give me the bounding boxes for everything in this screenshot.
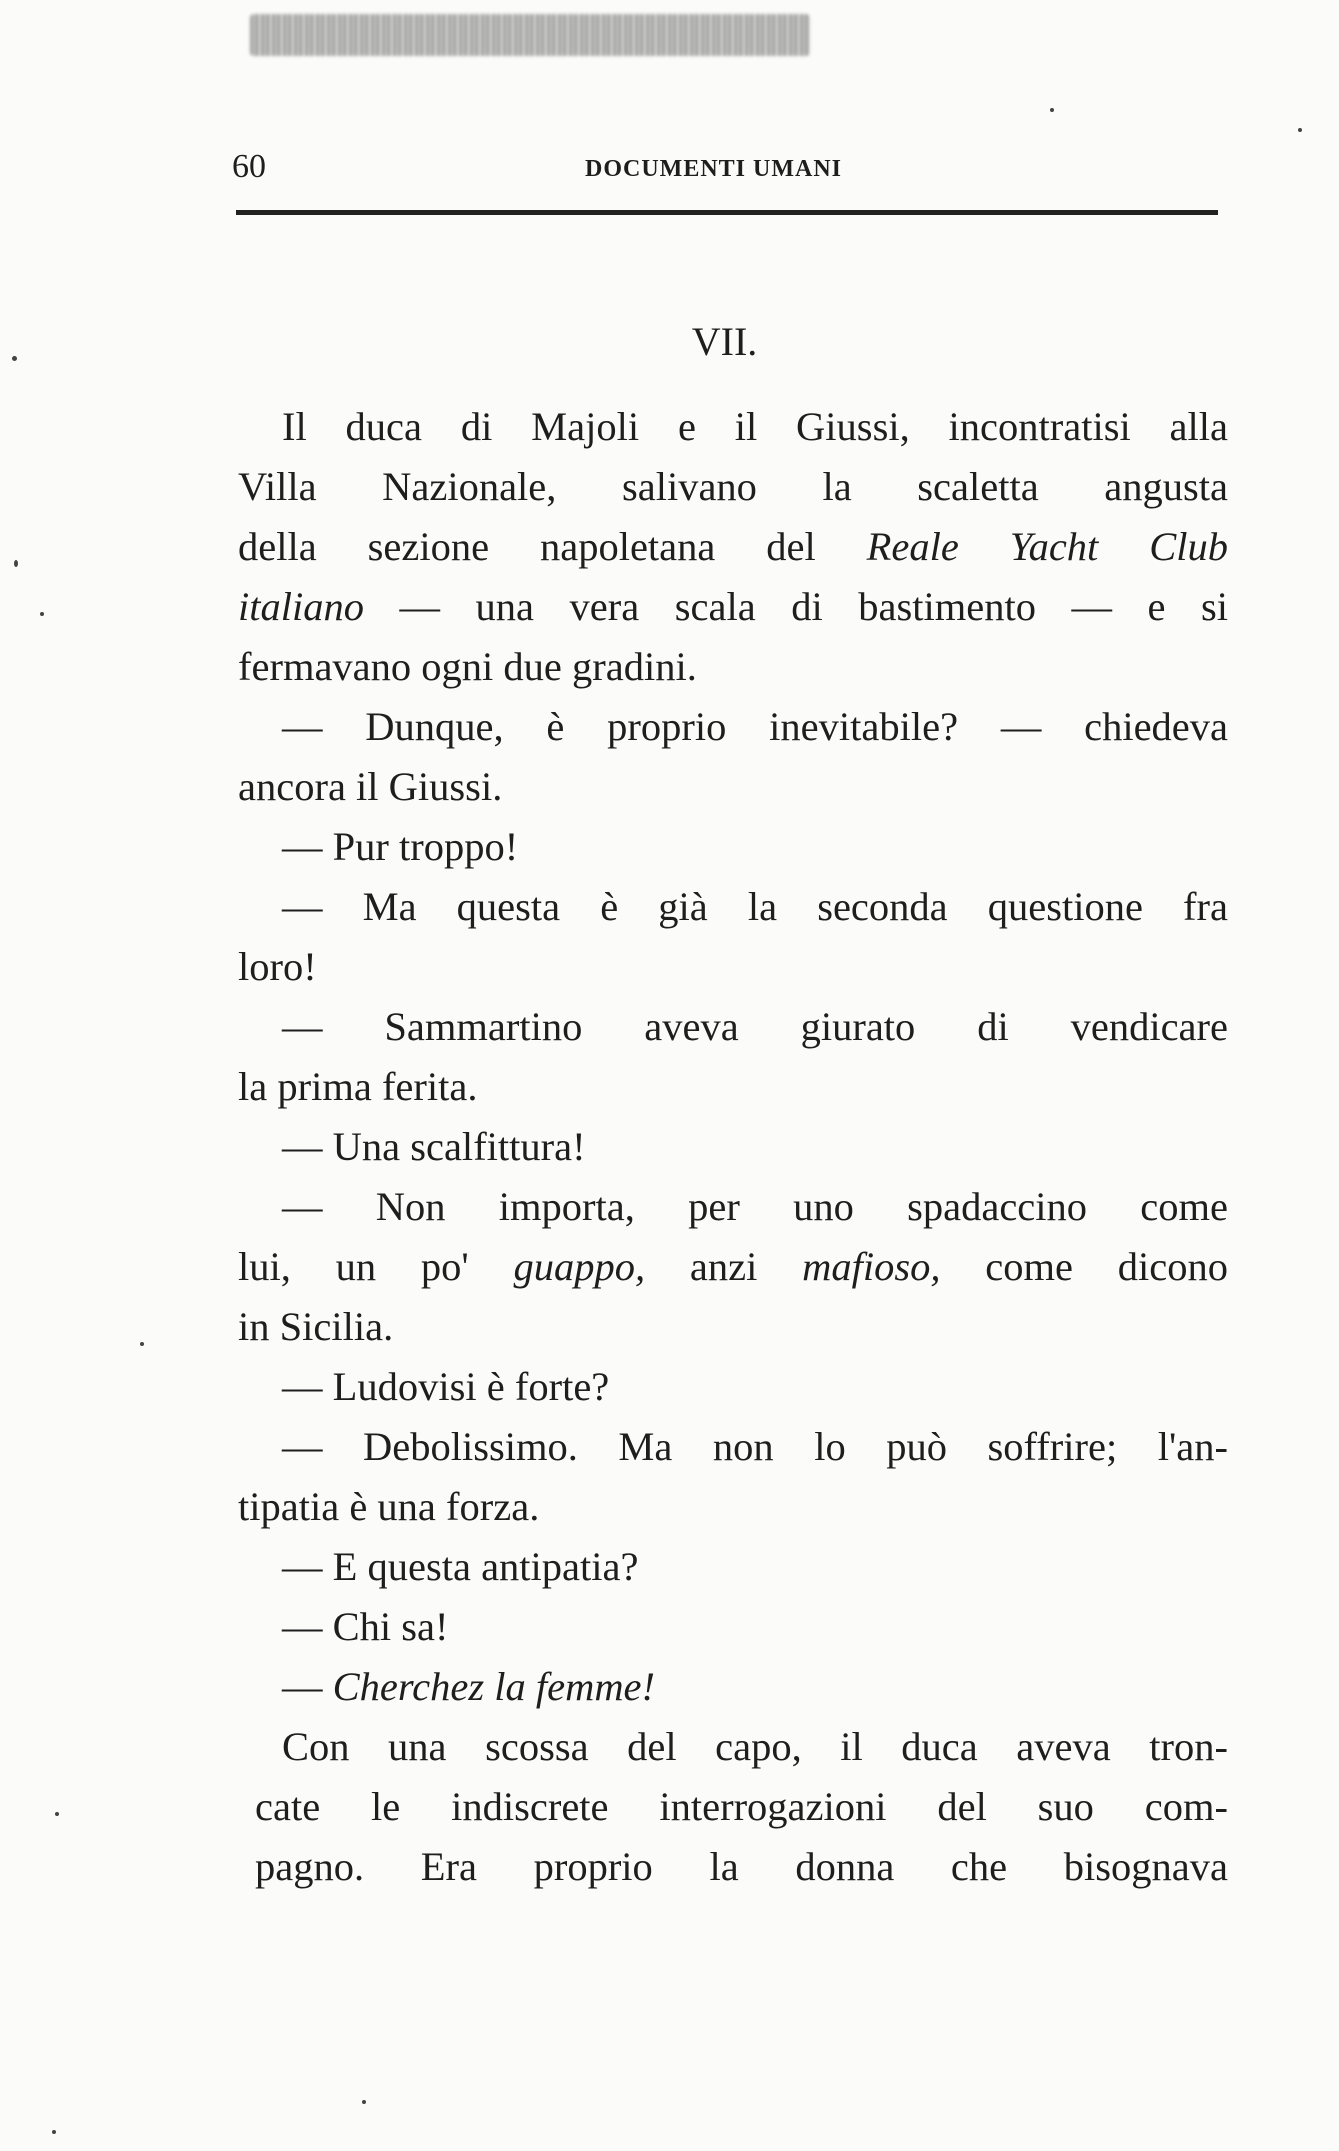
scan-speck <box>14 560 18 567</box>
text-line: — Sammartino aveva giurato di vendicare <box>282 1004 1228 1049</box>
italic-text: mafioso, <box>802 1244 941 1289</box>
text-line: Con una scossa del capo, il duca aveva tron- <box>282 1724 1228 1769</box>
scan-speck <box>40 612 44 616</box>
italic-text: Cherchez la femme! <box>332 1664 656 1709</box>
text-line <box>238 582 1228 632</box>
text-line <box>282 1662 1272 1712</box>
text-line <box>238 522 1228 572</box>
text-line: — Chi sa! <box>282 1604 449 1649</box>
header-rule <box>236 210 1218 215</box>
text-line: — Non importa, per uno spadaccino come <box>282 1184 1228 1229</box>
text-line: loro! <box>238 944 317 989</box>
text-span: come dicono <box>940 1244 1228 1289</box>
text-line: Villa Nazionale, salivano la scaletta angusta <box>238 464 1228 509</box>
scan-speck <box>1298 128 1302 132</box>
scan-speck <box>55 1812 59 1816</box>
scan-smudge <box>250 14 810 56</box>
text-line: ancora il Giussi. <box>238 764 503 809</box>
italic-text: guappo, <box>513 1244 646 1289</box>
italic-text: Reale Yacht Club <box>866 524 1228 569</box>
text-span: — una vera scala di bastimento — e si <box>364 584 1228 629</box>
text-line: — Debolissimo. Ma non lo può soffrire; l'an- <box>282 1424 1228 1469</box>
scan-speck <box>140 1342 144 1346</box>
text-line: — Ma questa è già la seconda questione fra <box>282 884 1228 929</box>
text-line: in Sicilia. <box>238 1304 394 1349</box>
text-line: — Una scalfittura! <box>282 1124 586 1169</box>
text-line: — E questa antipatia? <box>282 1544 639 1589</box>
text-span: della sezione napoletana del <box>238 524 867 569</box>
italic-text: italiano <box>238 584 365 629</box>
chapter-heading: VII. <box>691 319 758 364</box>
scan-speck <box>52 2130 56 2134</box>
page-number: 60 <box>232 148 266 185</box>
text-line: cate le indiscrete interrogazioni del suo com- <box>255 1784 1228 1829</box>
text-span: anzi <box>645 1244 803 1289</box>
text-line: — Dunque, è proprio inevitabile? — chiedeva <box>282 704 1228 749</box>
text-line: — Pur troppo! <box>282 824 519 869</box>
text-span: — <box>282 1664 333 1709</box>
text-line: la prima ferita. <box>238 1064 478 1109</box>
text-line <box>238 1242 1228 1292</box>
text-span: lui, un po' <box>238 1244 514 1289</box>
text-line: — Ludovisi è forte? <box>282 1364 610 1409</box>
scan-speck <box>12 356 17 361</box>
text-line: Il duca di Majoli e il Giussi, incontratisi alla <box>282 404 1228 449</box>
text-line: tipatia è una forza. <box>238 1484 540 1529</box>
text-line: fermavano ogni due gradini. <box>238 644 697 689</box>
text-line: pagno. Era proprio la donna che bisognava <box>255 1844 1228 1889</box>
scan-speck <box>1050 108 1054 112</box>
running-title: DOCUMENTI UMANI <box>585 156 842 182</box>
scan-speck <box>362 2100 366 2104</box>
